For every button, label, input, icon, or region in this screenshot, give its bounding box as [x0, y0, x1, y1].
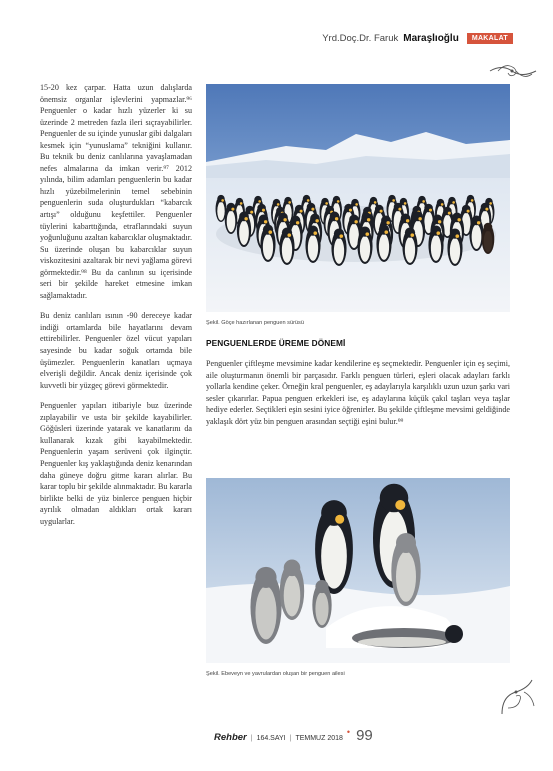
issue-date: TEMMUZ 2018 [295, 735, 343, 742]
figure-caption: Şekil. Göçe hazırlanan penguen sürüsü [206, 320, 304, 326]
accent-dot-icon: • [346, 727, 351, 737]
paragraph: Bu deniz canlıları ısının -90 dereceye kadar indiği ortamlarda bile hayatlarını devam ettirebilirler. Penguenler özel vücut yapıları sayesinde bu kadar soğuk ortamda bile üşümezler. Penguenlerin kanatları uçmaya elverişli değildir. Ancak deniz içerisinde çok kuvvetli bir yüzgeç görevi görmektedir. [40, 311, 192, 390]
section-heading: PENGUENLERDE ÜREME DÖNEMİ [206, 338, 346, 348]
page-footer [214, 727, 373, 744]
left-column [40, 82, 192, 536]
running-header [322, 30, 513, 46]
footer-divider: | [289, 735, 292, 742]
author-first-name: Yrd.Doç.Dr. Faruk [322, 32, 399, 44]
issue-number: 164.SAYI [256, 735, 286, 742]
figure-caption: Şekil. Ebeveyn ve yavrulardan oluşan bir penguen ailesi [206, 671, 345, 677]
paragraph: Penguenler yapıları itibariyle buz üzerinde zıplayabilir ve usta bir şekilde kayabilirler. Göğüsleri üzerinde yatarak ve kanatlarını da kullanarak kızak gibi kayabilmektedir. Penguenlerin yaşam serüveni çok ilginçtir. Penguenler kış yaklaştığında deniz kenarından daha güneye doğru gitme kararı alırlar. Bu karar toplu bir şekilde alınmaktadır. Bu kararla birlikte belki de yüz binlerce penguen hiçbir ayrılık olmadan aldıkları ortak kararı uygularlar. [40, 401, 192, 526]
corner-ornament-bottom-icon [498, 678, 538, 718]
page-number: 99 [356, 727, 373, 744]
paragraph: 15-20 kez çarpar. Hatta uzun dalışlarda önemsiz organlar işlevlerini yapmazlar.⁹⁶ Penguenler o kadar hızlı yüzerler ki su üzerinde 2 metreden fazla ileri sıçrayabilirler. Penguenler de su içinde yunuslar gibi dalgaları kesmek için “yunuslama” tekniğini kullanır. Bu teknik bu deniz canlılarına yavaşlamadan nefes almalarına da imkan verir.⁹⁷ 2012 yılında, bilim adamları penguenlerin bu kadar hızlı yüzebilmelerinin temel sebebinin penguenlerin suda oluşturdukları “kabarcık artışı” olduğunu keşfettiler. Penguenler tüylerini kabarttığında, etraflarındaki suyun yoğunluğunu azaltan kabarcıklar oluşmaktadır. Su üzerinde oluşan bu kabarcıklar suyun viskozitesini azaltarak bir nevi yağlama görevi görmektedir.⁹⁸ Bu da canlının su içerisinde seri bir şekilde hareket etmesine imkan sağlamaktadır. [40, 83, 192, 300]
section-tag: MAKALAT [467, 33, 513, 44]
author-last-name: Maraşlıoğlu [403, 32, 459, 44]
magazine-name: Rehber [214, 732, 247, 743]
footer-divider: | [250, 735, 253, 742]
penguin-family-photo [206, 478, 510, 663]
corner-ornament-top-icon [488, 60, 538, 82]
section-body: Penguenler çiftleşme mevsimine kadar kendilerine eş seçmektedir. Penguenler için eş seçimi, aile oluşturmanın önemli bir parçasıdır. Farklı penguen türleri, eşleri olacak adayları farklı yollarla kendine çeker. Örneğin kral penguenler, eş adaylarıyla karşılıklı uzun uzun şarkı vari sesler çıkarırlar. Papua penguen erkekleri ise, eş adaylarına küçük çakıl taşları veya taşlar hediye ederler. Seçtikleri eşin sesini iyice öğrenirler. Bu şekilde çiftleşme mevsimi geldiğinde yaklaşık dört yüz bin penguen arasından seçtiği eşini bulur.⁹⁹ [206, 359, 510, 426]
penguin-colony-photo [206, 84, 510, 312]
